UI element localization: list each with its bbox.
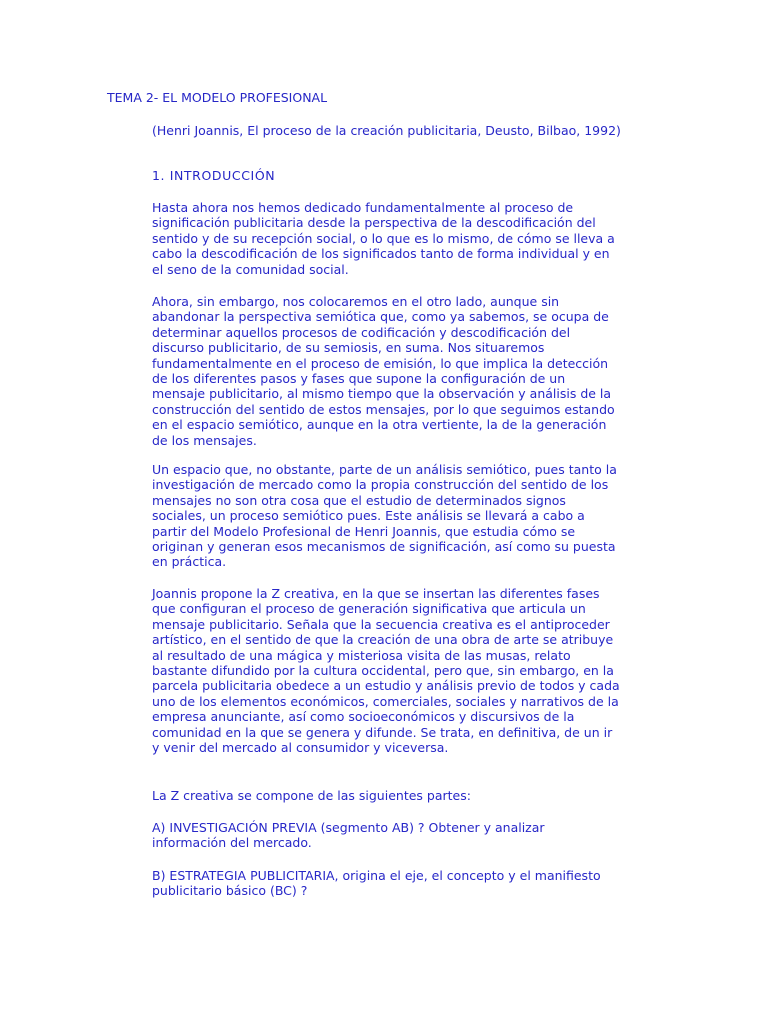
list-item-a: A) INVESTIGACIÓN PREVIA (segmento AB) ? Obtener y analizar información del mercado. [152, 820, 545, 851]
citation: (Henri Joannis, El proceso de la creación publicitaria, Deusto, Bilbao, 1992) [152, 123, 621, 138]
paragraph-2: Ahora, sin embargo, nos colocaremos en el otro lado, aunque sin abandonar la perspectiva semiótica que, como ya sabemos, se ocupa de determinar aquellos procesos de codificación y descodificación del discurso publicitario, de su semiosis, en suma. Nos situaremos fundamentalmente en el proceso de emisión, lo que implica la detección de los diferentes pasos y fases que supone la configuración de un mensaje publicitario, al mismo tiempo que la observación y análisis de la construcción del sentido de estos mensajes, por lo que seguimos estando en el espacio semiótico, aunque en la otra vertiente, la de la generación de los mensajes. [152, 294, 615, 448]
document-title: TEMA 2- EL MODELO PROFESIONAL [107, 90, 328, 105]
paragraph-3: Un espacio que, no obstante, parte de un análisis semiótico, pues tanto la investigación de mercado como la propia construcción del sentido de los mensajes no son otra cosa que el estudio de determinados signos sociales, un proceso semiótico pues. Este análisis se llevará a cabo a partir del Modelo Profesional de Henri Joannis, que estudia cómo se originan y generan esos mecanismos de significación, así como su puesta en práctica. [152, 462, 617, 570]
paragraph-4: Joannis propone la Z creativa, en la que se insertan las diferentes fases que configuran el proceso de generación significativa que articula un mensaje publicitario. Señala que la secuencia creativa es el antiproceder artístico, en el sentido de que la creación de una obra de arte se atribuye al resultado de una mágica y misteriosa visita de las musas, relato bastante difundido por la cultura occidental, pero que, sin embargo, en la parcela publicitaria obedece a un estudio y análisis previo de todos y cada uno de los elementos económicos, comerciales, sociales y narrativos de la empresa anunciante, así como socioeconómicos y discursivos de la comunidad en la que se genera y difunde. Se trata, en definitiva, de un ir y venir del mercado al consumidor y viceversa. [152, 586, 620, 756]
list-item-b: B) ESTRATEGIA PUBLICITARIA, origina el eje, el concepto y el manifiesto publicitario básico (BC) ? [152, 868, 601, 899]
paragraph-5: La Z creativa se compone de las siguientes partes: [152, 788, 471, 803]
paragraph-1: Hasta ahora nos hemos dedicado fundamentalmente al proceso de significación publicitaria desde la perspectiva de la descodificación del sentido y de su recepción social, o lo que es lo mismo, de cómo se lleva a cabo la descodificación de los significados tanto de forma individual y en el seno de la comunidad social. [152, 200, 615, 277]
section-heading: 1. INTRODUCCIÓN [152, 168, 276, 183]
